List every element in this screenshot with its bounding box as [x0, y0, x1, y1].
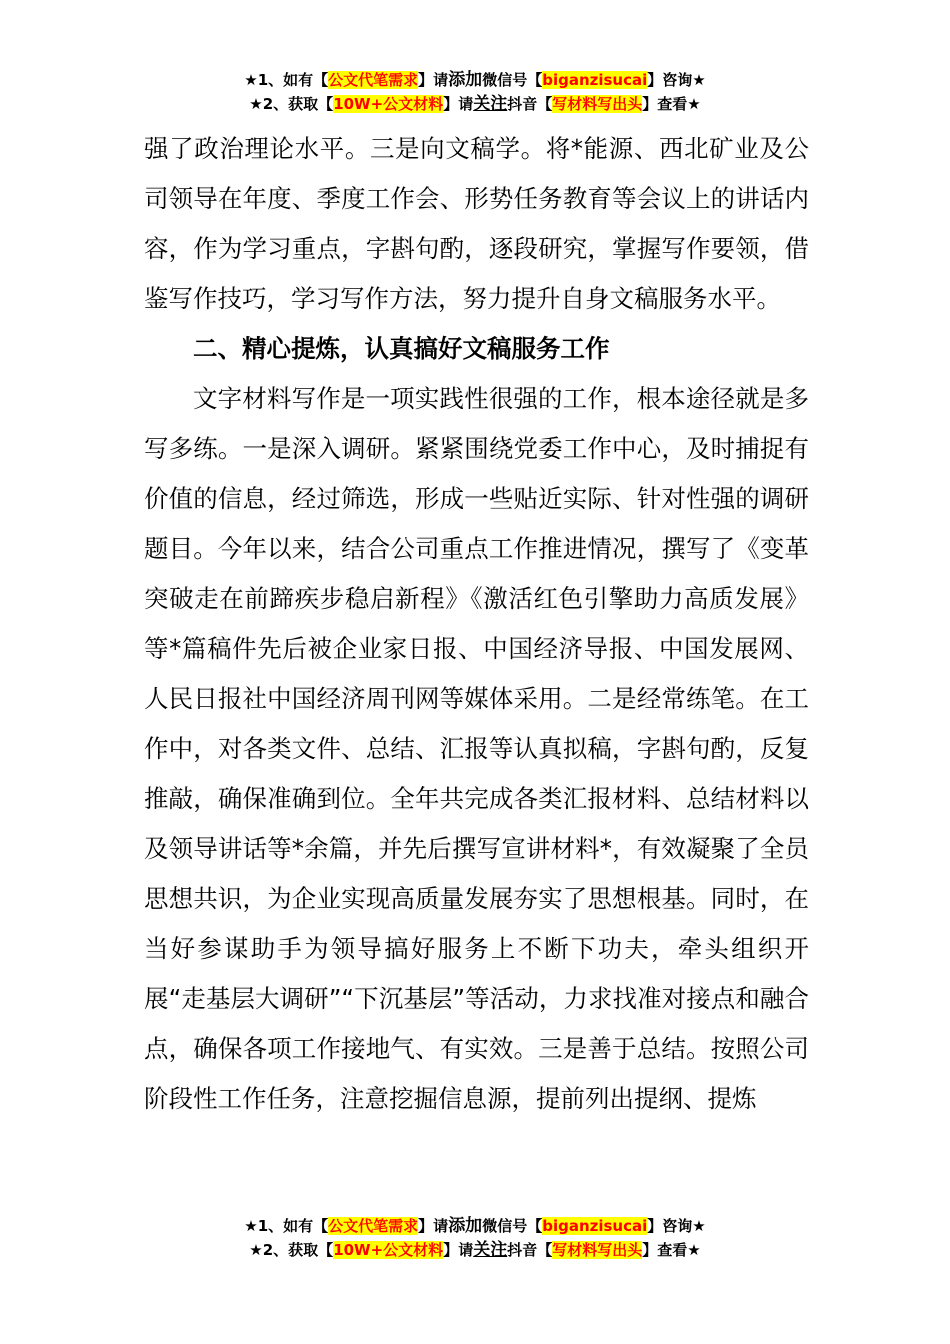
promo-line-1 — [0, 1214, 950, 1238]
promo-line-1-prefix: ★1、如有【 — [244, 1217, 329, 1235]
promo-line-1-highlight-wechat: biganzisucai — [542, 1217, 648, 1235]
footer-promo-banner — [0, 1214, 950, 1262]
promo-line-1-emphasis: 添加 — [448, 70, 483, 90]
promo-line-2-highlight-materials: 10W+公文材料 — [333, 95, 444, 113]
promo-line-1-middle-b: 微信号【 — [482, 71, 543, 89]
promo-line-2-emphasis: 关注 — [473, 1240, 508, 1260]
promo-line-1-middle-b: 微信号【 — [482, 1217, 543, 1235]
document-body — [144, 124, 809, 1124]
promo-line-1-emphasis: 添加 — [448, 1216, 483, 1236]
promo-line-2-suffix: 】查看★ — [642, 1241, 701, 1259]
promo-line-1-highlight-wechat: biganzisucai — [542, 71, 648, 89]
promo-line-1-suffix: 】咨询★ — [647, 1217, 706, 1235]
promo-line-2-middle-b: 抖音【 — [507, 1241, 553, 1259]
promo-line-2-emphasis: 关注 — [473, 94, 508, 114]
section-heading-2: 二、精心提炼，认真搞好文稿服务工作 — [193, 334, 610, 363]
body-paragraph-1: 强了政治理论水平。三是向文稿学。将*能源、西北矿业及公司领导在年度、季度工作会、形势任务教育等会议上的讲话内容，作为学习重点，字斟句酌，逐段研究，掌握写作要领，借鉴写作技巧，学习写作方法，努力提升自身文稿服务水平。 — [144, 134, 809, 313]
promo-line-1-highlight-service: 公文代笔需求 — [328, 71, 419, 89]
promo-line-2-prefix: ★2、获取【 — [249, 1241, 334, 1259]
promo-line-2-highlight-douyin: 写材料写出头 — [552, 1241, 643, 1259]
promo-line-1-middle-a: 】请 — [418, 1217, 449, 1235]
promo-line-2-prefix: ★2、获取【 — [249, 95, 334, 113]
promo-line-2-middle-a: 】请 — [443, 95, 474, 113]
promo-line-2-highlight-douyin: 写材料写出头 — [552, 95, 643, 113]
promo-line-2-highlight-materials: 10W+公文材料 — [333, 1241, 444, 1259]
body-paragraph-2: 文字材料写作是一项实践性很强的工作，根本途径就是多写多练。一是深入调研。紧紧围绕党委工作中心，及时捕捉有价值的信息，经过筛选，形成一些贴近实际、针对性强的调研题目。今年以来，结合公司重点工作推进情况，撰写了《变革突破走在前蹄疾步稳启新程》《激活红色引擎助力高质发展》等*篇稿件先后被企业家日报、中国经济导报、中国发展网、人民日报社中国经济周刊网等媒体采用。二是经常练笔。在工作中，对各类文件、总结、汇报等认真拟稿，字斟句酌，反复推敲，确保准确到位。全年共完成各类汇报材料、总结材料以及领导讲话等*余篇，并先后撰写宣讲材料*，有效凝聚了全员思想共识，为企业实现高质量发展夯实了思想根基。同时，在当好参谋助手为领导搞好服务上不断下功夫，牵头组织开展“走基层大调研”“下沉基层”等活动，力求找准对接点和融合点，确保各项工作接地气、有实效。三是善于总结。按照公司阶段性工作任务，注意挖掘信息源，提前列出提纲、提炼 — [144, 384, 809, 1113]
promo-line-1 — [0, 68, 950, 92]
promo-line-1-prefix: ★1、如有【 — [244, 71, 329, 89]
promo-line-2 — [0, 92, 950, 116]
header-promo-banner — [0, 68, 950, 116]
promo-line-1-highlight-service: 公文代笔需求 — [328, 1217, 419, 1235]
promo-line-2 — [0, 1238, 950, 1262]
promo-line-2-suffix: 】查看★ — [642, 95, 701, 113]
promo-line-1-suffix: 】咨询★ — [647, 71, 706, 89]
promo-line-1-middle-a: 】请 — [418, 71, 449, 89]
promo-line-2-middle-b: 抖音【 — [507, 95, 553, 113]
promo-line-2-middle-a: 】请 — [443, 1241, 474, 1259]
